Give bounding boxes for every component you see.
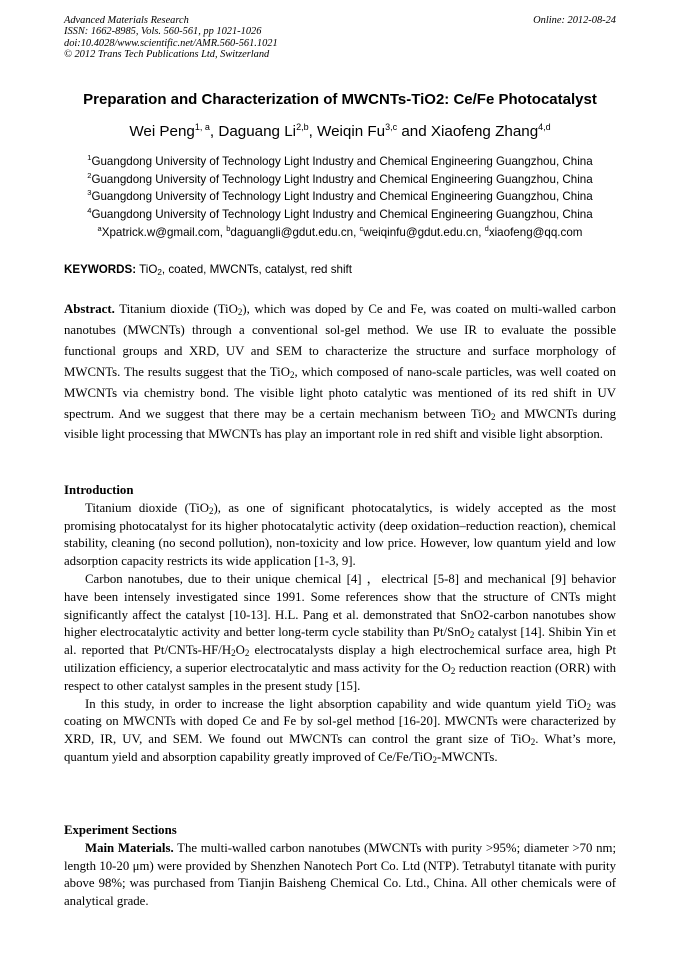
paper-title: Preparation and Characterization of MWCNTs-TiO2: Ce/Fe Photocatalyst — [83, 91, 597, 108]
affiliation-text: Guangdong University of Technology Light Industry and Chemical Engineering Guangzhou, China — [91, 172, 593, 186]
paragraph-text: -MWCNTs. — [436, 749, 498, 764]
subscript: 2 — [432, 755, 437, 766]
subscript: 2 — [530, 737, 536, 748]
author-list — [40, 123, 640, 140]
paragraph-text: In this study, in order to increase the light absorption capability and wide quantum yield TiO — [85, 696, 587, 711]
abstract — [64, 299, 616, 445]
paragraph — [64, 840, 616, 911]
subscript: 2 — [209, 506, 214, 517]
affiliations — [64, 153, 616, 242]
email-address[interactable]: daguangli@gdut.edu.cn — [230, 225, 354, 239]
affiliation-number: 1 — [87, 153, 92, 162]
affiliation-line — [64, 171, 616, 189]
keywords-label: KEYWORDS: — [64, 263, 137, 276]
paragraph — [64, 571, 616, 696]
abstract-label: Abstract. — [64, 302, 115, 316]
author-separator: and — [397, 123, 431, 140]
abstract-text: and MWCNTs during visible light processing that MWCNTs has play an important role in red shift and visible light absorption. — [64, 406, 616, 442]
copyright-line: © 2012 Trans Tech Publications Ltd, Switzerland — [64, 49, 270, 61]
paragraph-text: ), as one of significant photocatalytics, is widely accepted as the most promising photocatalyst for its higher photocatalytic activity (deep oxidation–reduction reaction), chemical stability, cleaning (no second pollution), non-toxicity and low price. However, low quantum yield and low adsorption capacity restricts its wide application [1-3, 9]. — [64, 500, 616, 569]
affiliation-line — [64, 188, 616, 206]
author-sup: 1, a — [194, 122, 210, 132]
email-sup: d — [484, 223, 489, 233]
subscript: 2 — [469, 630, 475, 641]
author-name: Wei Peng — [129, 123, 195, 140]
affiliation-number: 3 — [87, 188, 92, 198]
author-name: Weiqin Fu — [317, 123, 386, 140]
email-separator: , — [478, 225, 485, 239]
author-sup: 2,b — [296, 122, 309, 132]
subscript: 2 — [231, 648, 236, 659]
keywords-line — [64, 263, 616, 276]
section-heading: Experiment Sections — [64, 823, 177, 837]
issn-line: ISSN: 1662-8985, Vols. 560-561, pp 1021-1026 — [64, 26, 262, 38]
email-separator: , — [353, 225, 360, 239]
email-sup: b — [226, 223, 231, 233]
paragraph — [64, 696, 616, 767]
subscript: 2 — [586, 701, 592, 712]
email-address[interactable]: xiaofeng@qq.com — [488, 225, 583, 239]
author-name: Xiaofeng Zhang — [430, 123, 539, 140]
online-date: Online: 2012-08-24 — [533, 15, 616, 26]
author-separator: , — [308, 123, 318, 140]
abstract-text: Titanium dioxide (TiO — [114, 302, 238, 316]
affiliation-number: 2 — [87, 170, 92, 180]
keywords-text: TiO — [136, 263, 158, 276]
author-sup: 4,d — [538, 122, 551, 132]
paragraph-text: The multi-walled carbon nanotubes (MWCNTs with purity >95%; diameter >70 nm; length 10-20 μm) were provided by Shenzhen Nanotech Port Co. Ltd (NTP). Tetrabutyl titanate with purity above 98%; was purchased from Tianjin Baisheng Chemical Co. Ltd., China. All other chemicals were of analytical grade. — [64, 840, 616, 909]
subscript: 2 — [289, 369, 295, 380]
doi-line: doi:10.4028/www.scientific.net/AMR.560-561.1021 — [64, 37, 278, 49]
affiliation-line — [64, 153, 616, 171]
subsection-heading: Main Materials. — [85, 840, 174, 855]
section-heading: Introduction — [64, 483, 134, 497]
paragraph-text: electrocatalysts display a high electrochemical surface area, high Pt utilization efficiency, a superior electrocatalytic and mass activity for the O — [64, 643, 617, 675]
subscript: 2 — [157, 268, 162, 278]
email-sup: c — [359, 223, 364, 233]
author-separator: , — [209, 123, 219, 140]
subscript: 2 — [450, 666, 456, 677]
paragraph — [64, 500, 616, 571]
paragraph-text: reduction reaction (ORR) with respect to other catalyst samples in the present study [15]. — [64, 660, 616, 693]
paragraph-text: catalyst [14]. Shibin Yin et al. reported that Pt/CNTs-HF/H — [64, 625, 616, 658]
email-sup: a — [97, 223, 102, 233]
author-name: Daguang Li — [218, 123, 297, 140]
subscript: 2 — [237, 307, 243, 318]
journal-name: Advanced Materials Research — [64, 15, 189, 26]
author-sup: 3,c — [385, 122, 398, 132]
paragraph-text: . What’s more, quantum yield and absorption capability greatly improved of Ce/Fe/TiO — [64, 732, 616, 764]
subscript: 2 — [244, 648, 250, 659]
experiment-section — [64, 822, 616, 911]
paragraph-text: Carbon nanotubes, due to their unique chemical [4] ，electrical [5-8] and mechanical [9] behavior have been intensely investigated since 1991. Some references show that the structure of CNTs might significantly affect the catalyst [10-13]. H.L. Pang et al. demonstrated that SnO2-carbon nanotubes show higher electrocatalytic activity and better long-term cycle stability than Pt/SnO — [64, 571, 616, 640]
affiliation-text: Guangdong University of Technology Light Industry and Chemical Engineering Guangzhou, China — [91, 190, 593, 204]
paragraph-text: O — [235, 643, 245, 658]
introduction-section — [64, 482, 616, 767]
keywords-text: , coated, MWCNTs, catalyst, red shift — [161, 263, 352, 276]
email-line — [64, 224, 616, 242]
email-address[interactable]: Xpatrick.w@gmail.com — [101, 225, 220, 239]
email-address[interactable]: weiqinfu@gdut.edu.cn — [363, 225, 479, 239]
abstract-text: ), which was doped by Ce and Fe, was coated on multi-walled carbon nanotubes (MWCNTs) through a conventional sol-gel method. We use IR to evaluate the possible functional groups and XRD, UV and SEM to characterize the structure and surface morphology of MWCNTs. The results suggest that the TiO — [64, 302, 616, 379]
affiliation-number: 4 — [87, 206, 92, 216]
affiliation-line — [64, 206, 616, 224]
email-separator: , — [219, 225, 227, 239]
journal-header — [64, 15, 616, 61]
paragraph-text: was coating on MWCNTs with doped Ce and Fe by sol-gel method [16-20]. MWCNTs were characterized by XRD, IR, UV, and SEM. We found out MWCNTs can control the grant size of TiO — [64, 696, 616, 747]
affiliation-text: Guangdong University of Technology Light Industry and Chemical Engineering Guangzhou, China — [91, 155, 593, 168]
subscript: 2 — [490, 411, 496, 422]
affiliation-text: Guangdong University of Technology Light Industry and Chemical Engineering Guangzhou, China — [91, 208, 593, 222]
abstract-text: , which composed of nano-scale particles, was well coated on MWCNTs via chemistry bond. The visible light photo catalytic was mentioned of its red shift in UV spectrum. And we suggest that there may be a certain mechanism between TiO — [64, 364, 616, 421]
paragraph-text: Titanium dioxide (TiO — [85, 500, 210, 515]
